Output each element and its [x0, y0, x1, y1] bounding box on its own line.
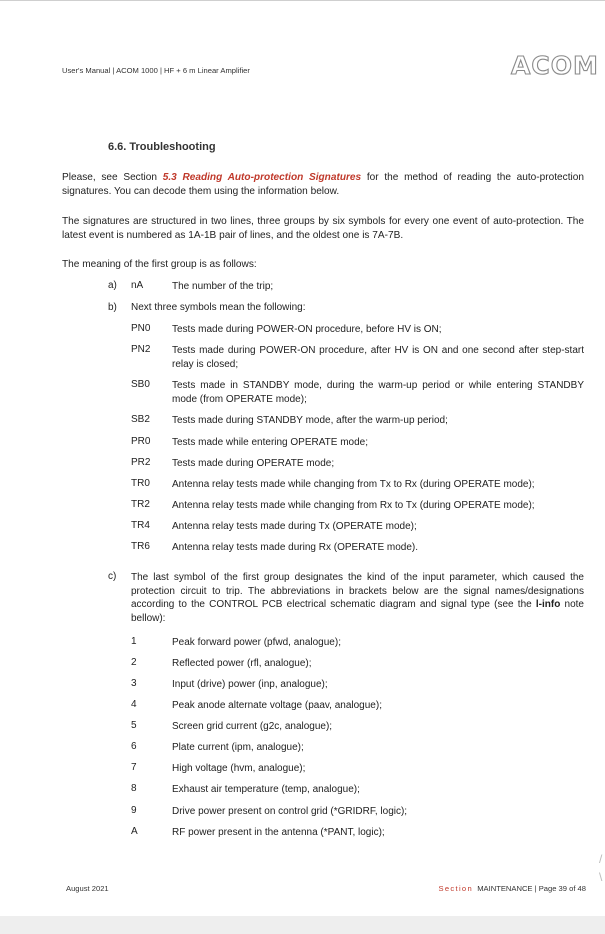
intro-paragraph-2: The signatures are structured in two lines, three groups by six symbols for every one event of auto-protection. The latest event is numbered as 1A-1B pair of lines, and the oldest one is 7A-7B. [62, 216, 584, 241]
intro-paragraph-1 [62, 171, 584, 198]
list-item-text: Screen grid current (g2c, analogue); [172, 721, 333, 732]
list-item-text: Peak anode alternate voltage (paav, analogue); [172, 700, 382, 711]
document-header-title: User's Manual | ACOM 1000 | HF + 6 m Linear Amplifier [62, 66, 250, 75]
list-a-code: nA [131, 280, 144, 291]
list-item-code: 4 [131, 699, 137, 710]
list-item-code: 5 [131, 720, 137, 731]
list-item-text: Tests made in STANDBY mode, during the warm-up period or while entering STANDBY mode (from OPERATE mode); [172, 380, 584, 405]
list-item-text: Antenna relay tests made during Tx (OPERATE mode); [172, 521, 417, 532]
list-item-text: Tests made during POWER-ON procedure, before HV is ON; [172, 324, 442, 335]
footer-date: August 2021 [66, 884, 109, 893]
list-item-code: PR2 [131, 457, 151, 468]
list-item-text: Drive power present on control grid (*GRIDRF, logic); [172, 806, 408, 817]
list-item-code: 9 [131, 805, 137, 816]
intro-text-before: Please, see Section [62, 172, 163, 183]
list-item-text: Antenna relay tests made while changing from Rx to Tx (during OPERATE mode); [172, 500, 535, 511]
list-marker-a: a) [108, 280, 117, 291]
list-a-text: The number of the trip; [172, 281, 274, 292]
list-item-code: 6 [131, 741, 137, 752]
intro-paragraph-3: The meaning of the first group is as follows: [62, 259, 257, 270]
list-item-text: Tests made during STANDBY mode, after the warm-up period; [172, 415, 448, 426]
list-item-code: 1 [131, 636, 137, 647]
footer-section-word: Section [438, 884, 473, 893]
list-item-text: Input (drive) power (inp, analogue); [172, 679, 328, 690]
acom-logo: ACOM [511, 51, 599, 80]
list-item-text: RF power present in the antenna (*PANT, logic); [172, 827, 385, 838]
footer-section-page: Section MAINTENANCE | Page 39 of 48 [438, 884, 586, 893]
list-item-text: Plate current (ipm, analogue); [172, 742, 304, 753]
list-item-code: SB0 [131, 379, 150, 390]
footer-page-number: Page 39 of 48 [538, 884, 586, 893]
list-item-code: A [131, 826, 138, 837]
list-item-text: Antenna relay tests made while changing from Tx to Rx (during OPERATE mode); [172, 479, 535, 490]
intro-text-after: for the method of reading the auto-protection signatures. You can decode them using the information below. [62, 172, 584, 197]
page-edge-marks: / \ [599, 852, 603, 884]
list-item-code: PN2 [131, 344, 151, 355]
list-marker-b: b) [108, 302, 117, 313]
list-c-text [131, 571, 584, 626]
list-item-code: 7 [131, 762, 137, 773]
list-item-code: 8 [131, 783, 137, 794]
list-item-code: 3 [131, 678, 137, 689]
list-b-text: Next three symbols mean the following: [131, 302, 306, 313]
section-title: 6.6. Troubleshooting [108, 141, 216, 153]
list-item-text: Tests made during OPERATE mode; [172, 458, 335, 469]
list-item-code: PR0 [131, 436, 151, 447]
list-item-code: PN0 [131, 323, 151, 334]
list-item-text: Tests made while entering OPERATE mode; [172, 437, 369, 448]
list-item-text: Exhaust air temperature (temp, analogue); [172, 784, 360, 795]
list-item-text: Reflected power (rfl, analogue); [172, 658, 312, 669]
list-item-text: Peak forward power (pfwd, analogue); [172, 637, 341, 648]
list-marker-c: c) [108, 571, 117, 582]
list-item-text: High voltage (hvm, analogue); [172, 763, 306, 774]
list-c-text-after: note bellow): [131, 599, 584, 625]
section-link[interactable]: 5.3 Reading Auto-protection Signatures [162, 172, 362, 183]
list-item-code: TR6 [131, 541, 150, 552]
list-item-code: TR4 [131, 520, 150, 531]
list-item-code: 2 [131, 657, 137, 668]
footer-section-name: MAINTENANCE [477, 884, 533, 893]
top-border [0, 0, 605, 1]
list-c-text-before: The last symbol of the first group designates the kind of the input parameter, which caused the protection circuit to trip. The abbreviations in brackets below are the signal names/designations according to the CONTROL PCB electrical schematic diagram and signal type (see the [131, 572, 584, 611]
list-item-code: TR2 [131, 499, 150, 510]
list-item-text: Tests made during POWER-ON procedure, after HV is ON and one second after step-start relay is closed; [172, 345, 584, 370]
l-info-label: l-info [535, 599, 561, 611]
list-item-text: Antenna relay tests made during Rx (OPERATE mode). [172, 542, 419, 553]
list-item-code: TR0 [131, 478, 150, 489]
list-item-code: SB2 [131, 414, 150, 425]
